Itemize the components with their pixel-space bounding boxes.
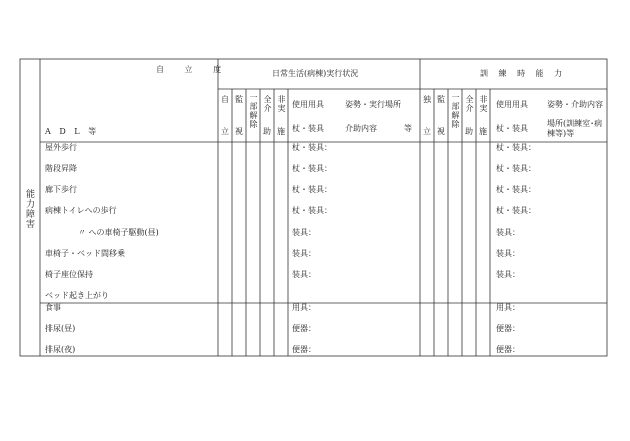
row-item: 排尿(夜) [45, 345, 76, 354]
row-training-note: 杖・装具： [496, 206, 536, 215]
training-section-title: 訓 練 時 能 力 [480, 69, 567, 78]
row-item: 廊下歩行 [45, 185, 77, 194]
training-level-supervision-bottom: 視 [437, 127, 445, 136]
row-training-note: 便器： [496, 324, 520, 333]
row-training-note: 杖・装具： [496, 185, 536, 194]
training-level-independent-bottom: 立 [423, 127, 431, 136]
training-level-not-done-top: 非実 [479, 95, 488, 113]
daily-level-independent-top: 自 [221, 95, 229, 104]
daily-tools-header: 使用用具 [292, 100, 324, 109]
row-training-note: 杖・装具： [496, 164, 536, 173]
daily-level-partial: 一部解除 [249, 93, 258, 129]
row-training-note: 装具： [496, 228, 520, 237]
daily-section-title: 日常生活(病棟)実行状況 [272, 69, 359, 78]
row-daily-note: 装具： [292, 228, 316, 237]
row-item: ベッド起き上がり [45, 291, 109, 300]
training-tools-header: 使用用具 [496, 100, 528, 109]
training-cane-header: 杖・装具 [496, 124, 528, 133]
daily-posture-header: 姿勢・実行場所 [345, 100, 401, 109]
row-daily-note: 杖・装具： [292, 185, 332, 194]
training-level-full-assist-top: 全介 [465, 95, 474, 113]
row-item: 屋外歩行 [45, 143, 77, 152]
daily-level-independent-bottom: 立 [221, 127, 229, 136]
row-daily-note: 装具： [292, 249, 316, 258]
training-level-not-done-bottom: 施 [479, 127, 487, 136]
side-label: 能力障害 [26, 190, 36, 230]
row-item: 食事 [45, 303, 61, 312]
row-training-note: 杖・装具： [496, 143, 536, 152]
daily-assist-header: 介助内容 [345, 124, 377, 133]
row-daily-note: 便器： [292, 324, 316, 333]
row-training-note: 装具： [496, 270, 520, 279]
training-posture-header: 姿勢・介助内容 [547, 100, 603, 109]
daily-level-not-done-top: 非実 [277, 95, 286, 113]
row-daily-note: 便器： [292, 345, 316, 354]
training-level-partial: 一部解除 [451, 93, 460, 129]
daily-cane-header: 杖・装具 [292, 124, 324, 133]
row-item: 〃 への車椅子駆動(昼) [78, 228, 159, 237]
row-training-note: 用具： [496, 303, 520, 312]
daily-etc-header: 等 [404, 124, 412, 133]
row-item: 病棟トイレへの歩行 [45, 206, 117, 215]
adl-label: A D L 等 [45, 127, 100, 136]
training-level-independent-top: 独 [423, 95, 431, 104]
row-daily-note: 用具： [292, 303, 316, 312]
training-level-full-assist-bottom: 助 [465, 127, 473, 136]
daily-level-not-done-bottom: 施 [277, 127, 285, 136]
row-training-note: 便器： [496, 345, 520, 354]
row-item: 階段昇降 [45, 164, 77, 173]
row-training-note: 装具： [496, 249, 520, 258]
row-daily-note: 杖・装具： [292, 206, 332, 215]
row-item: 椅子座位保持 [45, 270, 93, 279]
daily-level-supervision-top: 監 [235, 95, 243, 104]
row-daily-note: 杖・装具： [292, 164, 332, 173]
row-item: 排尿(昼) [45, 324, 76, 333]
row-daily-note: 杖・装具： [292, 143, 332, 152]
training-place-header: 場所(訓練室･病棟等)等 [547, 119, 603, 138]
daily-level-supervision-bottom: 視 [235, 127, 243, 136]
jiritsudo-label: 自 立 度 [156, 65, 231, 74]
row-item: 車椅子・ベッド間移乗 [45, 249, 125, 258]
daily-level-full-assist-top: 全介 [263, 95, 272, 113]
training-level-supervision-top: 監 [437, 95, 445, 104]
daily-level-full-assist-bottom: 助 [263, 127, 271, 136]
row-daily-note: 装具： [292, 270, 316, 279]
